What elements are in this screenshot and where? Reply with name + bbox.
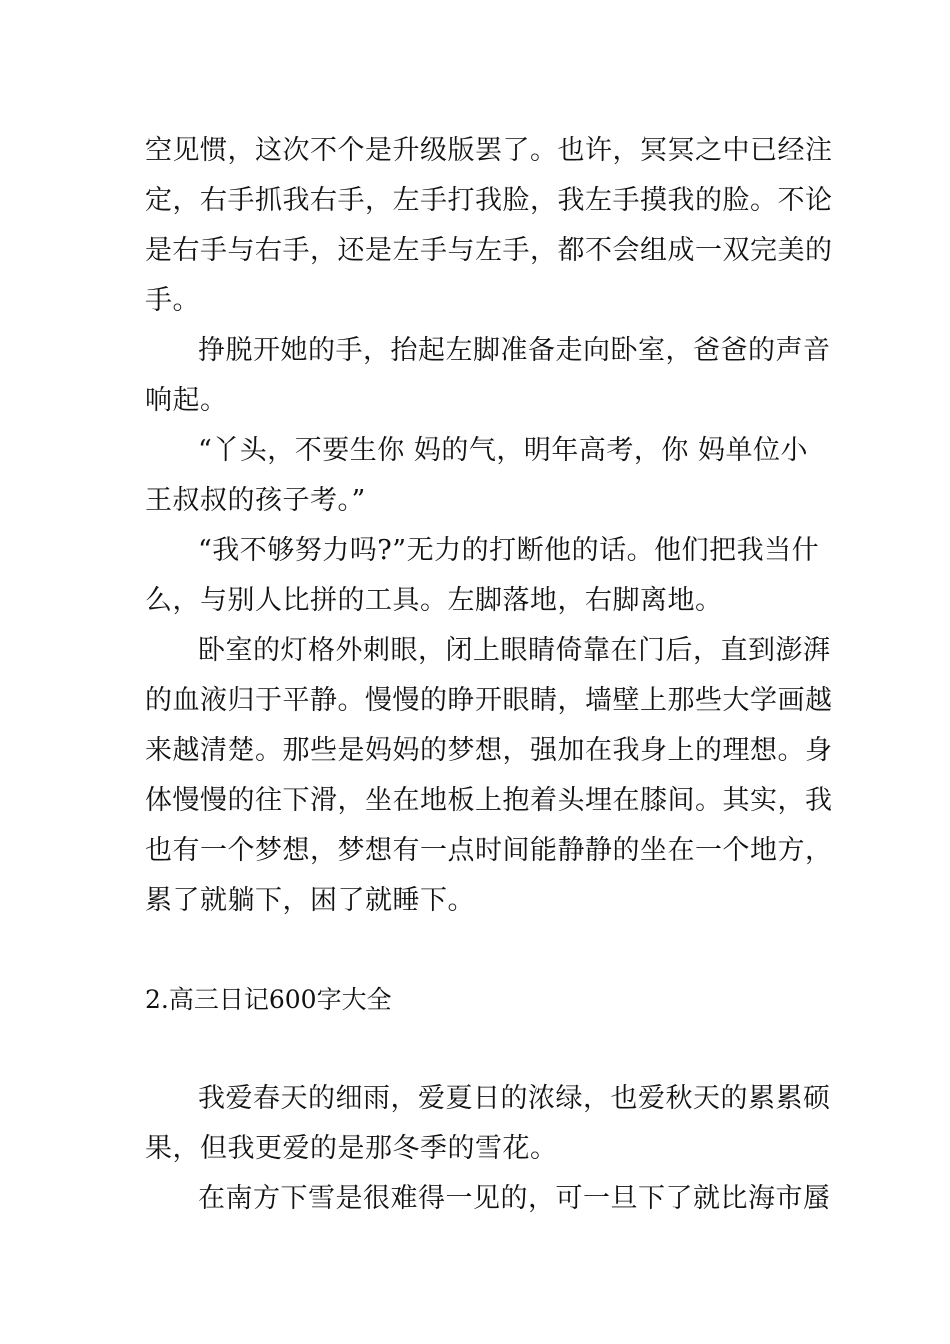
paragraph-line: 挣脱开她的手，抬起左脚准备走向卧室，爸爸的声音 <box>198 335 831 366</box>
paragraph-line: 累了就躺下，困了就睡下。 <box>145 885 475 916</box>
paragraph-line: 果，但我更爱的是那冬季的雪花。 <box>145 1133 558 1164</box>
paragraph-line: 在南方下雪是很难得一见的，可一旦下了就比海市蜃 <box>198 1183 831 1214</box>
paragraph-line: 是右手与右手，还是左手与左手，都不会组成一双完美的 <box>145 235 833 266</box>
section-heading: 2.高三日记600字大全 <box>145 985 392 1014</box>
paragraph-line: 空见惯，这次不个是升级版罢了。也许，冥冥之中已经注 <box>145 135 833 166</box>
paragraph-line: 的血液归于平静。慢慢的睁开眼睛，墙壁上那些大学画越 <box>145 685 833 716</box>
quote-line: 王叔叔的孩子考。” <box>145 485 366 516</box>
paragraph-line: 也有一个梦想，梦想有一点时间能静静的坐在一个地方， <box>145 835 833 866</box>
paragraph-line: 手。 <box>145 285 200 316</box>
quote-line: “丫头，不要生你 妈的气，明年高考，你 妈单位小 <box>198 435 808 466</box>
paragraph-line: 我爱春天的细雨，爱夏日的浓绿，也爱秋天的累累硕 <box>198 1083 831 1114</box>
paragraph-line: 体慢慢的往下滑，坐在地板上抱着头埋在膝间。其实，我 <box>145 785 833 816</box>
quote-line: “我不够努力吗?”无力的打断他的话。他们把我当什 <box>198 535 820 566</box>
paragraph-line: 来越清楚。那些是妈妈的梦想，强加在我身上的理想。身 <box>145 735 833 766</box>
paragraph-line: 响起。 <box>145 385 228 416</box>
paragraph-line: 卧室的灯格外刺眼，闭上眼睛倚靠在门后，直到澎湃 <box>198 635 831 666</box>
paragraph-line: 么，与别人比拼的工具。左脚落地，右脚离地。 <box>145 585 723 616</box>
paragraph-line: 定，右手抓我右手，左手打我脸，我左手摸我的脸。不论 <box>145 185 833 216</box>
